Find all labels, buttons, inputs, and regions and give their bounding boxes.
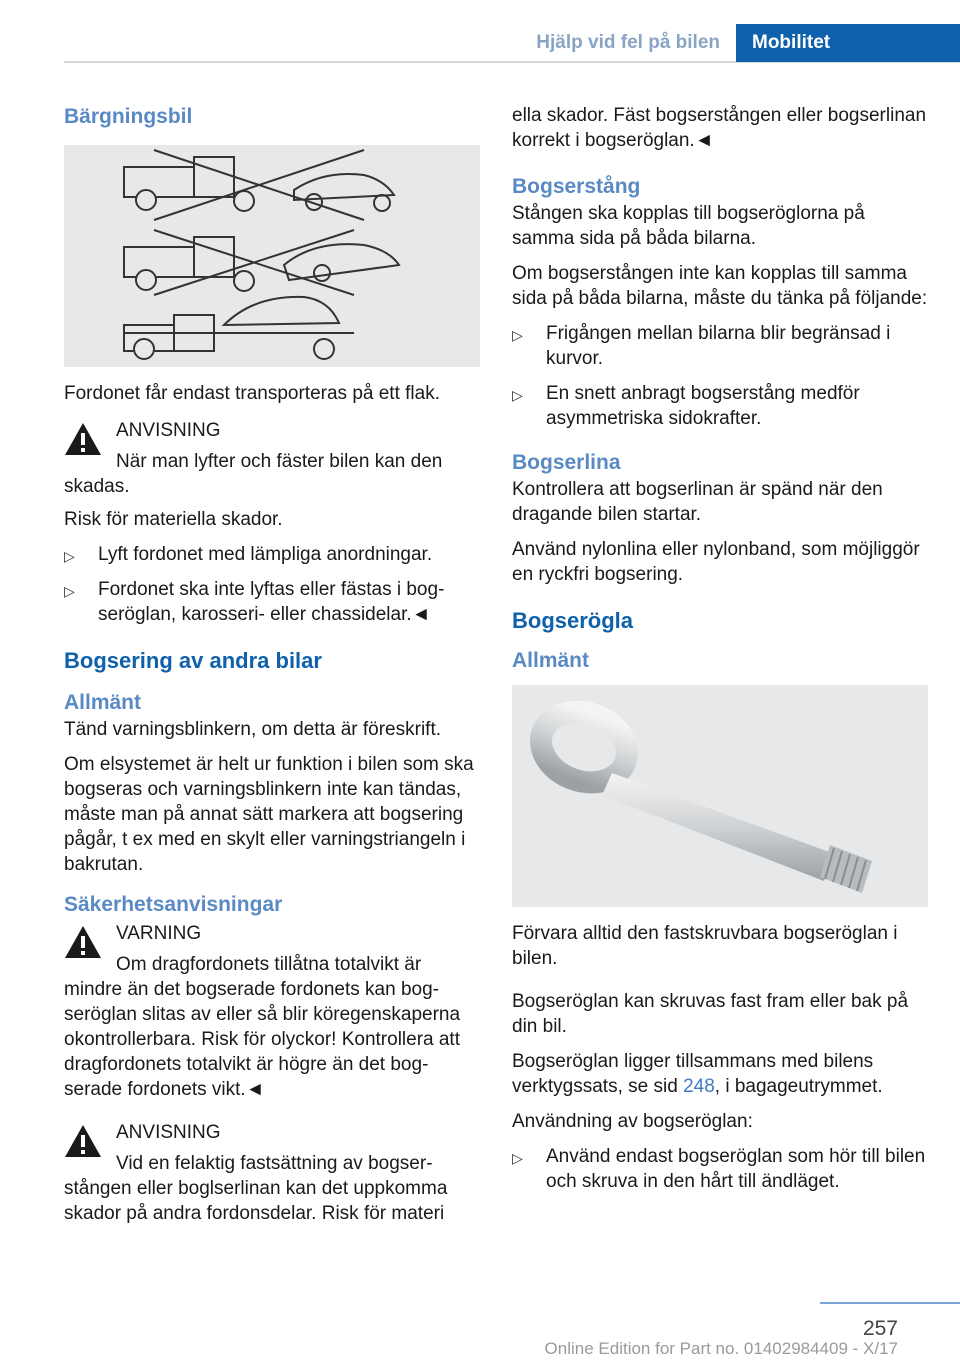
notice-label: ANVISNING [116,1122,221,1143]
tow-bar-list [512,321,930,431]
continued-text: ella skador. Fäst bogserstången eller bogserlinan korrekt i bogseröglan.◄ [512,105,927,151]
triangle-bullet-icon: ▷ [64,548,75,564]
list-item [512,321,930,371]
list-item-text: Fordonet ska inte lyftas eller fästas i bogseröglan, karosseri- eller chassidelar.◄ [98,579,445,625]
warning-triangle-icon [64,925,102,959]
heading-general: Allmänt [64,691,142,714]
list-item-text: En snett anbragt bogserstång medför asymmetriska sidokrafter. [546,383,860,429]
heading-tow-bar: Bogserstång [512,175,641,198]
footer-rule [820,1302,960,1304]
heading-tow-eye-general: Allmänt [512,649,590,672]
tow-eye-paragraph-1: Förvara alltid den fastskruvbara bogseröglan i bilen. [512,923,898,969]
warning-triangle-icon [64,422,102,456]
warning-box [64,921,480,1102]
tow-eye-illustration [512,685,928,907]
tow-bar-paragraph-1: Stången ska kopplas till bogseröglorna på samma sida på båda bilarna. [512,203,865,249]
tow-eye-ref-pre: Bogseröglan ligger tillsammans med bilens verktygssats, se sid [512,1051,874,1097]
general-paragraph-2: Om elsystemet är helt ur funktion i bilen som ska bogseras och varningsblinkern inte kan tändas, måste man på annat sätt markera att bogsering pågår, t ex med en skylt eller varningstriangeln i bakrutan. [64,754,474,875]
triangle-bullet-icon: ▷ [512,1150,523,1166]
list-item-text: Frigången mellan bilarna blir begränsad i kurvor. [546,323,891,369]
list-item [512,1144,930,1194]
page-header [0,24,960,62]
header-section: Hjälp vid fel på bilen [536,32,720,53]
page-ref-link[interactable]: 248 [683,1076,715,1097]
tow-bar-paragraph-2: Om bogserstången inte kan kopplas till samma sida på båda bilarna, måste du tänka på följande: [512,263,928,309]
list-item [64,542,480,567]
tow-eye-paragraph-2: Bogseröglan kan skruvas fast fram eller bak på din bil. [512,991,909,1037]
general-paragraph-1: Tänd varningsblinkern, om detta är föreskrift. [64,719,442,740]
tow-eye-list [512,1144,930,1194]
tow-eye-ref-post: , i bagageutrymmet. [714,1076,883,1097]
heading-tow-rope: Bogserlina [512,451,621,474]
heading-safety: Säkerhetsanvisningar [64,893,283,916]
tow-rope-paragraph-2: Använd nylonlina eller nylonband, som möjliggör en ryckfri bogsering. [512,539,920,585]
edition-text: Online Edition for Part no. 01402984409 - X/17 [544,1339,898,1358]
notice-text: Vid en felaktig fastsättning av bogserstången eller boglserlinan kan det uppkomma skador på andra fordonsdelar. Risk för materi [64,1153,448,1224]
header-tab: Mobilitet [736,24,960,62]
tow-truck-illustration [64,145,480,367]
notice-label: ANVISNING [116,420,221,441]
tow-eye-paragraph-3 [512,1049,930,1099]
triangle-bullet-icon: ▷ [64,583,75,599]
page-number: 257 [862,1317,898,1340]
notice-list [64,542,480,627]
list-item [512,381,930,431]
tow-rope-paragraph-1: Kontrollera att bogserlinan är spänd när den dragande bilen startar. [512,479,883,525]
right-column [512,103,930,1204]
warning-triangle-icon [64,1124,102,1158]
tow-eye-paragraph-4: Användning av bogseröglan: [512,1111,753,1132]
warning-label: VARNING [116,923,202,944]
heading-tow-eye: Bogserögla [512,608,634,633]
list-item-text: Använd endast bogseröglan som hör till bilen och skruva in den hårt till ändläget. [546,1146,926,1192]
list-item-text: Lyft fordonet med lämpliga anordningar. [98,544,433,565]
page-footer [0,1302,960,1362]
caption-flatbed: Fordonet får endast transporteras på ett flak. [64,383,440,404]
risk-text: Risk för materiella skador. [64,509,283,530]
notice-box-2 [64,1120,480,1226]
triangle-bullet-icon: ▷ [512,387,523,403]
list-item [64,577,480,627]
left-column [64,103,480,1226]
heading-towing: Bogsering av andra bilar [64,648,322,673]
warning-text: Om dragfordonets tillåtna totalvikt är mindre än det bogserade fordonets kan bogseröglan slitas av eller så blir köregenskaperna okontrollerbara. Risk för olyckor! Kontrollera att dragfordonets totalvikt är högre än det bogserade fordonets vikt.◄ [64,954,461,1100]
triangle-bullet-icon: ▷ [512,327,523,343]
notice-box-1 [64,418,480,499]
notice-text: När man lyfter och fäster bilen kan den skadas. [64,451,443,497]
heading-bargningsbil: Bärgningsbil [64,105,193,128]
